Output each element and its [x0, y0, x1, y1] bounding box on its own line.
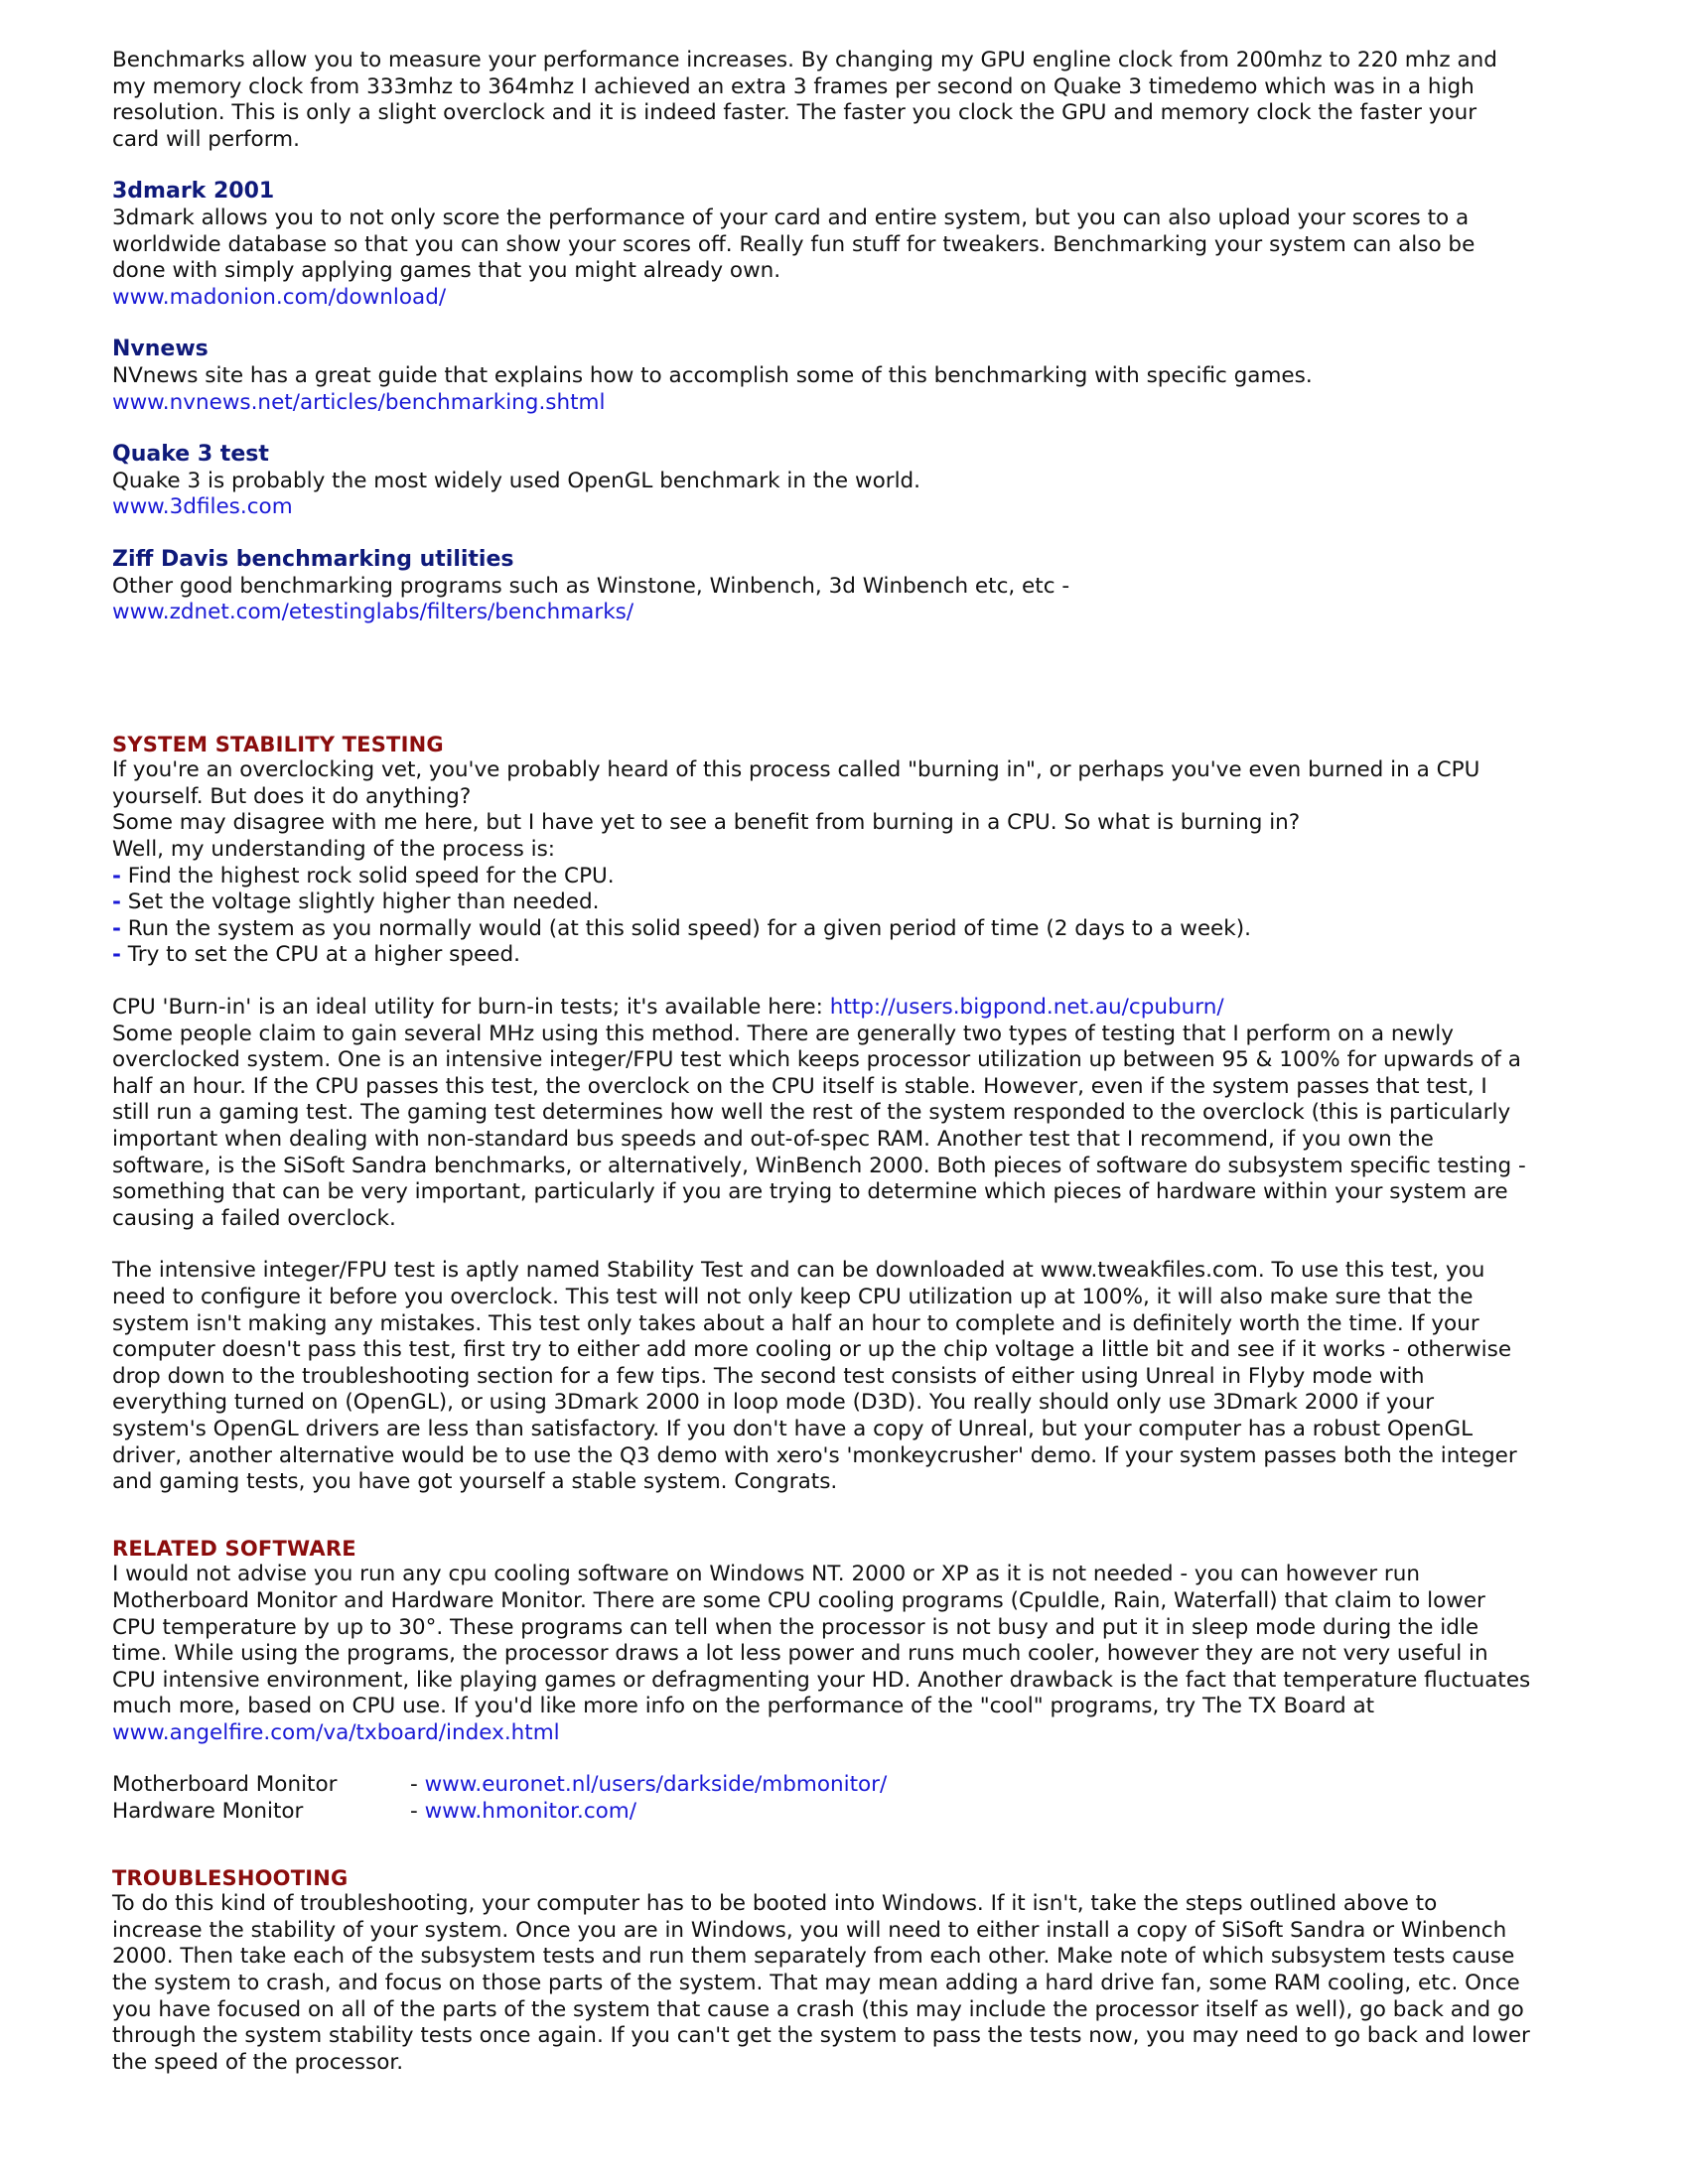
document-page: [112, 48, 1612, 2076]
tool-name: Motherboard Monitor: [112, 1772, 338, 1798]
bullet-dash: -: [112, 863, 121, 888]
text-line: overclocked system. One is an intensive integer/FPU test which keeps processor utilization up between 95 & 100% for upwards of a: [112, 1047, 1521, 1073]
tool-name: Hardware Monitor: [112, 1799, 304, 1825]
text-line: Other good benchmarking programs such as Winstone, Winbench, 3d Winbench etc, etc -: [112, 573, 1070, 599]
text-line: CPU temperature by up to 30°. These programs can tell when the processor is not busy and put it in sleep mode during the idle: [112, 1614, 1479, 1640]
text-line: you have focused on all of the parts of the system that cause a crash (this may include the processor itself as well), go back and go: [112, 1996, 1524, 2022]
text-line: card will perform.: [112, 126, 300, 152]
text-line: Quake 3 is probably the most widely used OpenGL benchmark in the world.: [112, 468, 921, 493]
text-line: drop down to the troubleshooting section for a few tips. The second test consists of either using Unreal in Flyby mode with: [112, 1363, 1425, 1389]
benchmark-section-ziffdavis: [112, 547, 1612, 626]
text-line: time. While using the programs, the processor draws a lot less power and runs much cooler, however they are not very useful in: [112, 1641, 1488, 1667]
list-item: - Find the highest rock solid speed for the CPU.: [112, 863, 615, 888]
text-line: something that can be very important, particularly if you are trying to determine which pieces of hardware within your system are: [112, 1179, 1508, 1205]
section-heading: SYSTEM STABILITY TESTING: [112, 732, 444, 756]
text-line: If you're an overclocking vet, you've probably heard of this process called "burning in", or perhaps you've even burned in a CPU: [112, 757, 1480, 783]
text-line: Some people claim to gain several MHz using this method. There are generally two types of testing that I perform on a newly: [112, 1021, 1454, 1046]
text-line: system isn't making any mistakes. This test only takes about a half an hour to complete and is definitely worth the time. If your: [112, 1310, 1479, 1336]
text-line: still run a gaming test. The gaming test determines how well the rest of the system responded to the overclock (this is particularly: [112, 1100, 1511, 1126]
bullet-dash: -: [112, 915, 121, 941]
section-heading: Nvnews: [112, 337, 209, 362]
text-line: I would not advise you run any cpu cooling software on Windows NT. 2000 or XP as it is not needed - you can however run: [112, 1562, 1421, 1587]
text-line: important when dealing with non-standard bus speeds and out-of-spec RAM. Another test that I recommend, if you own the: [112, 1127, 1434, 1152]
text-line: Motherboard Monitor and Hardware Monitor. There are some CPU cooling programs (CpuIdle, Rain, Waterfall) that claim to lower: [112, 1587, 1485, 1613]
tool-row-motherboard-monitor: [112, 1772, 1612, 1799]
tool-row-hardware-monitor: [112, 1799, 1612, 1826]
burn-in-line: CPU 'Burn-in' is an ideal utility for burn-in tests; it's available here: http://users.bigpond.net.au/cpuburn/: [112, 995, 1224, 1021]
burn-in-steps-list: [112, 864, 1612, 969]
text-line: increase the stability of your system. Once you are in Windows, you will need to either install a copy of SiSoft Sandra or Winbench: [112, 1917, 1507, 1943]
text-line: and gaming tests, you have got yourself a stable system. Congrats.: [112, 1469, 838, 1495]
text-line: software, is the SiSoft Sandra benchmarks, or alternatively, WinBench 2000. Both pieces of software do subsystem specific testing -: [112, 1153, 1526, 1178]
text-line: the system to crash, and focus on those parts of the system. That may mean adding a hard drive fan, some RAM cooling, etc. Once: [112, 1971, 1520, 1996]
text-line: causing a failed overclock.: [112, 1205, 396, 1231]
text-line: done with simply applying games that you might already own.: [112, 258, 781, 284]
madonion-link[interactable]: www.madonion.com/download/: [112, 284, 447, 310]
text-line: Benchmarks allow you to measure your performance increases. By changing my GPU engline clock from 200mhz to 220 mhz and: [112, 48, 1497, 72]
benchmark-section-3dmark: [112, 179, 1612, 311]
list-item: - Try to set the CPU at a higher speed.: [112, 942, 520, 968]
cpuburn-link[interactable]: http://users.bigpond.net.au/cpuburn/: [829, 995, 1224, 1021]
text-line: much more, based on CPU use. If you'd like more info on the performance of the "cool" programs, try The TX Board at: [112, 1694, 1375, 1719]
section-heading: TROUBLESHOOTING: [112, 1865, 349, 1890]
text-line: my memory clock from 333mhz to 364mhz I achieved an extra 3 frames per second on Quake 3 timedemo which was in a high: [112, 73, 1475, 99]
tool-separator: -: [410, 1772, 425, 1798]
zdnet-link[interactable]: www.zdnet.com/etestinglabs/filters/benchmarks/: [112, 600, 634, 625]
bullet-dash: -: [112, 942, 121, 968]
text-line: resolution. This is only a slight overclock and it is indeed faster. The faster you clock the GPU and memory clock the faster your: [112, 100, 1477, 126]
related-software-section: [112, 1536, 1612, 1826]
text-line: 2000. Then take each of the subsystem tests and run them separately from each other. Make note of which subsystem tests cause: [112, 1944, 1515, 1970]
text-line: 3dmark allows you to not only score the performance of your card and entire system, but you can also upload your scores to a: [112, 205, 1470, 230]
benchmark-section-quake3: [112, 442, 1612, 521]
tool-separator: -: [410, 1799, 425, 1825]
text-line: Well, my understanding of the process is:: [112, 837, 556, 863]
benchmark-section-nvnews: [112, 337, 1612, 416]
mbmonitor-link[interactable]: www.euronet.nl/users/darkside/mbmonitor/: [424, 1772, 888, 1798]
section-heading: Quake 3 test: [112, 442, 269, 468]
text-line: Some may disagree with me here, but I have yet to see a benefit from burning in a CPU. So what is burning in?: [112, 810, 1301, 836]
text-line: To do this kind of troubleshooting, your computer has to be booted into Windows. If it isn't, take the steps outlined above to: [112, 1891, 1438, 1917]
text-line: half an hour. If the CPU passes this test, the overclock on the CPU itself is stable. However, even if the system passes that test, I: [112, 1073, 1487, 1099]
text-line: The intensive integer/FPU test is aptly named Stability Test and can be downloaded at www.tweakfiles.com. To use this test, you: [112, 1258, 1485, 1284]
bullet-dash: -: [112, 889, 121, 915]
text-line: system's OpenGL drivers are less than satisfactory. If you don't have a copy of Unreal, but your computer has a robust OpenGL: [112, 1416, 1474, 1441]
text-line: driver, another alternative would be to use the Q3 demo with xero's 'monkeycrusher' demo. If your system passes both the integer: [112, 1442, 1517, 1468]
text-line: CPU intensive environment, like playing games or defragmenting your HD. Another drawback is the fact that temperature fluctuates: [112, 1667, 1531, 1693]
text-line: worldwide database so that you can show your scores off. Really fun stuff for tweakers. Benchmarking your system can also be: [112, 231, 1476, 257]
text-line: everything turned on (OpenGL), or using 3Dmark 2000 in loop mode (D3D). You really should only use 3Dmark 2000 if your: [112, 1390, 1435, 1416]
troubleshooting-section: [112, 1865, 1612, 2077]
list-item: - Run the system as you normally would (at this solid speed) for a given period of time (2 days to a week).: [112, 915, 1251, 941]
text-line: need to configure it before you overclock. This test will not only keep CPU utilization up at 100%, it will also make sure that the: [112, 1284, 1474, 1309]
hmonitor-link[interactable]: www.hmonitor.com/: [424, 1799, 636, 1825]
3dfiles-link[interactable]: www.3dfiles.com: [112, 494, 293, 520]
section-heading: RELATED SOFTWARE: [112, 1536, 356, 1561]
nvnews-link[interactable]: www.nvnews.net/articles/benchmarking.shtml: [112, 389, 606, 415]
stability-section: [112, 732, 1612, 1496]
list-item: - Set the voltage slightly higher than needed.: [112, 889, 600, 915]
text-line: yourself. But does it do anything?: [112, 783, 472, 809]
text-line: NVnews site has a great guide that explains how to accomplish some of this benchmarking with specific games.: [112, 362, 1313, 388]
txboard-link[interactable]: www.angelfire.com/va/txboard/index.html: [112, 1719, 560, 1745]
text-line: through the system stability tests once again. If you can't get the system to pass the tests now, you may need to go back and lower: [112, 2023, 1530, 2049]
section-heading: Ziff Davis benchmarking utilities: [112, 546, 514, 572]
intro-paragraph: [112, 48, 1612, 153]
text-line: the speed of the processor.: [112, 2049, 404, 2075]
section-heading: 3dmark 2001: [112, 179, 275, 205]
text-line: computer doesn't pass this test, first try to either add more cooling or up the chip voltage a little bit and see if it works - otherwise: [112, 1337, 1512, 1363]
